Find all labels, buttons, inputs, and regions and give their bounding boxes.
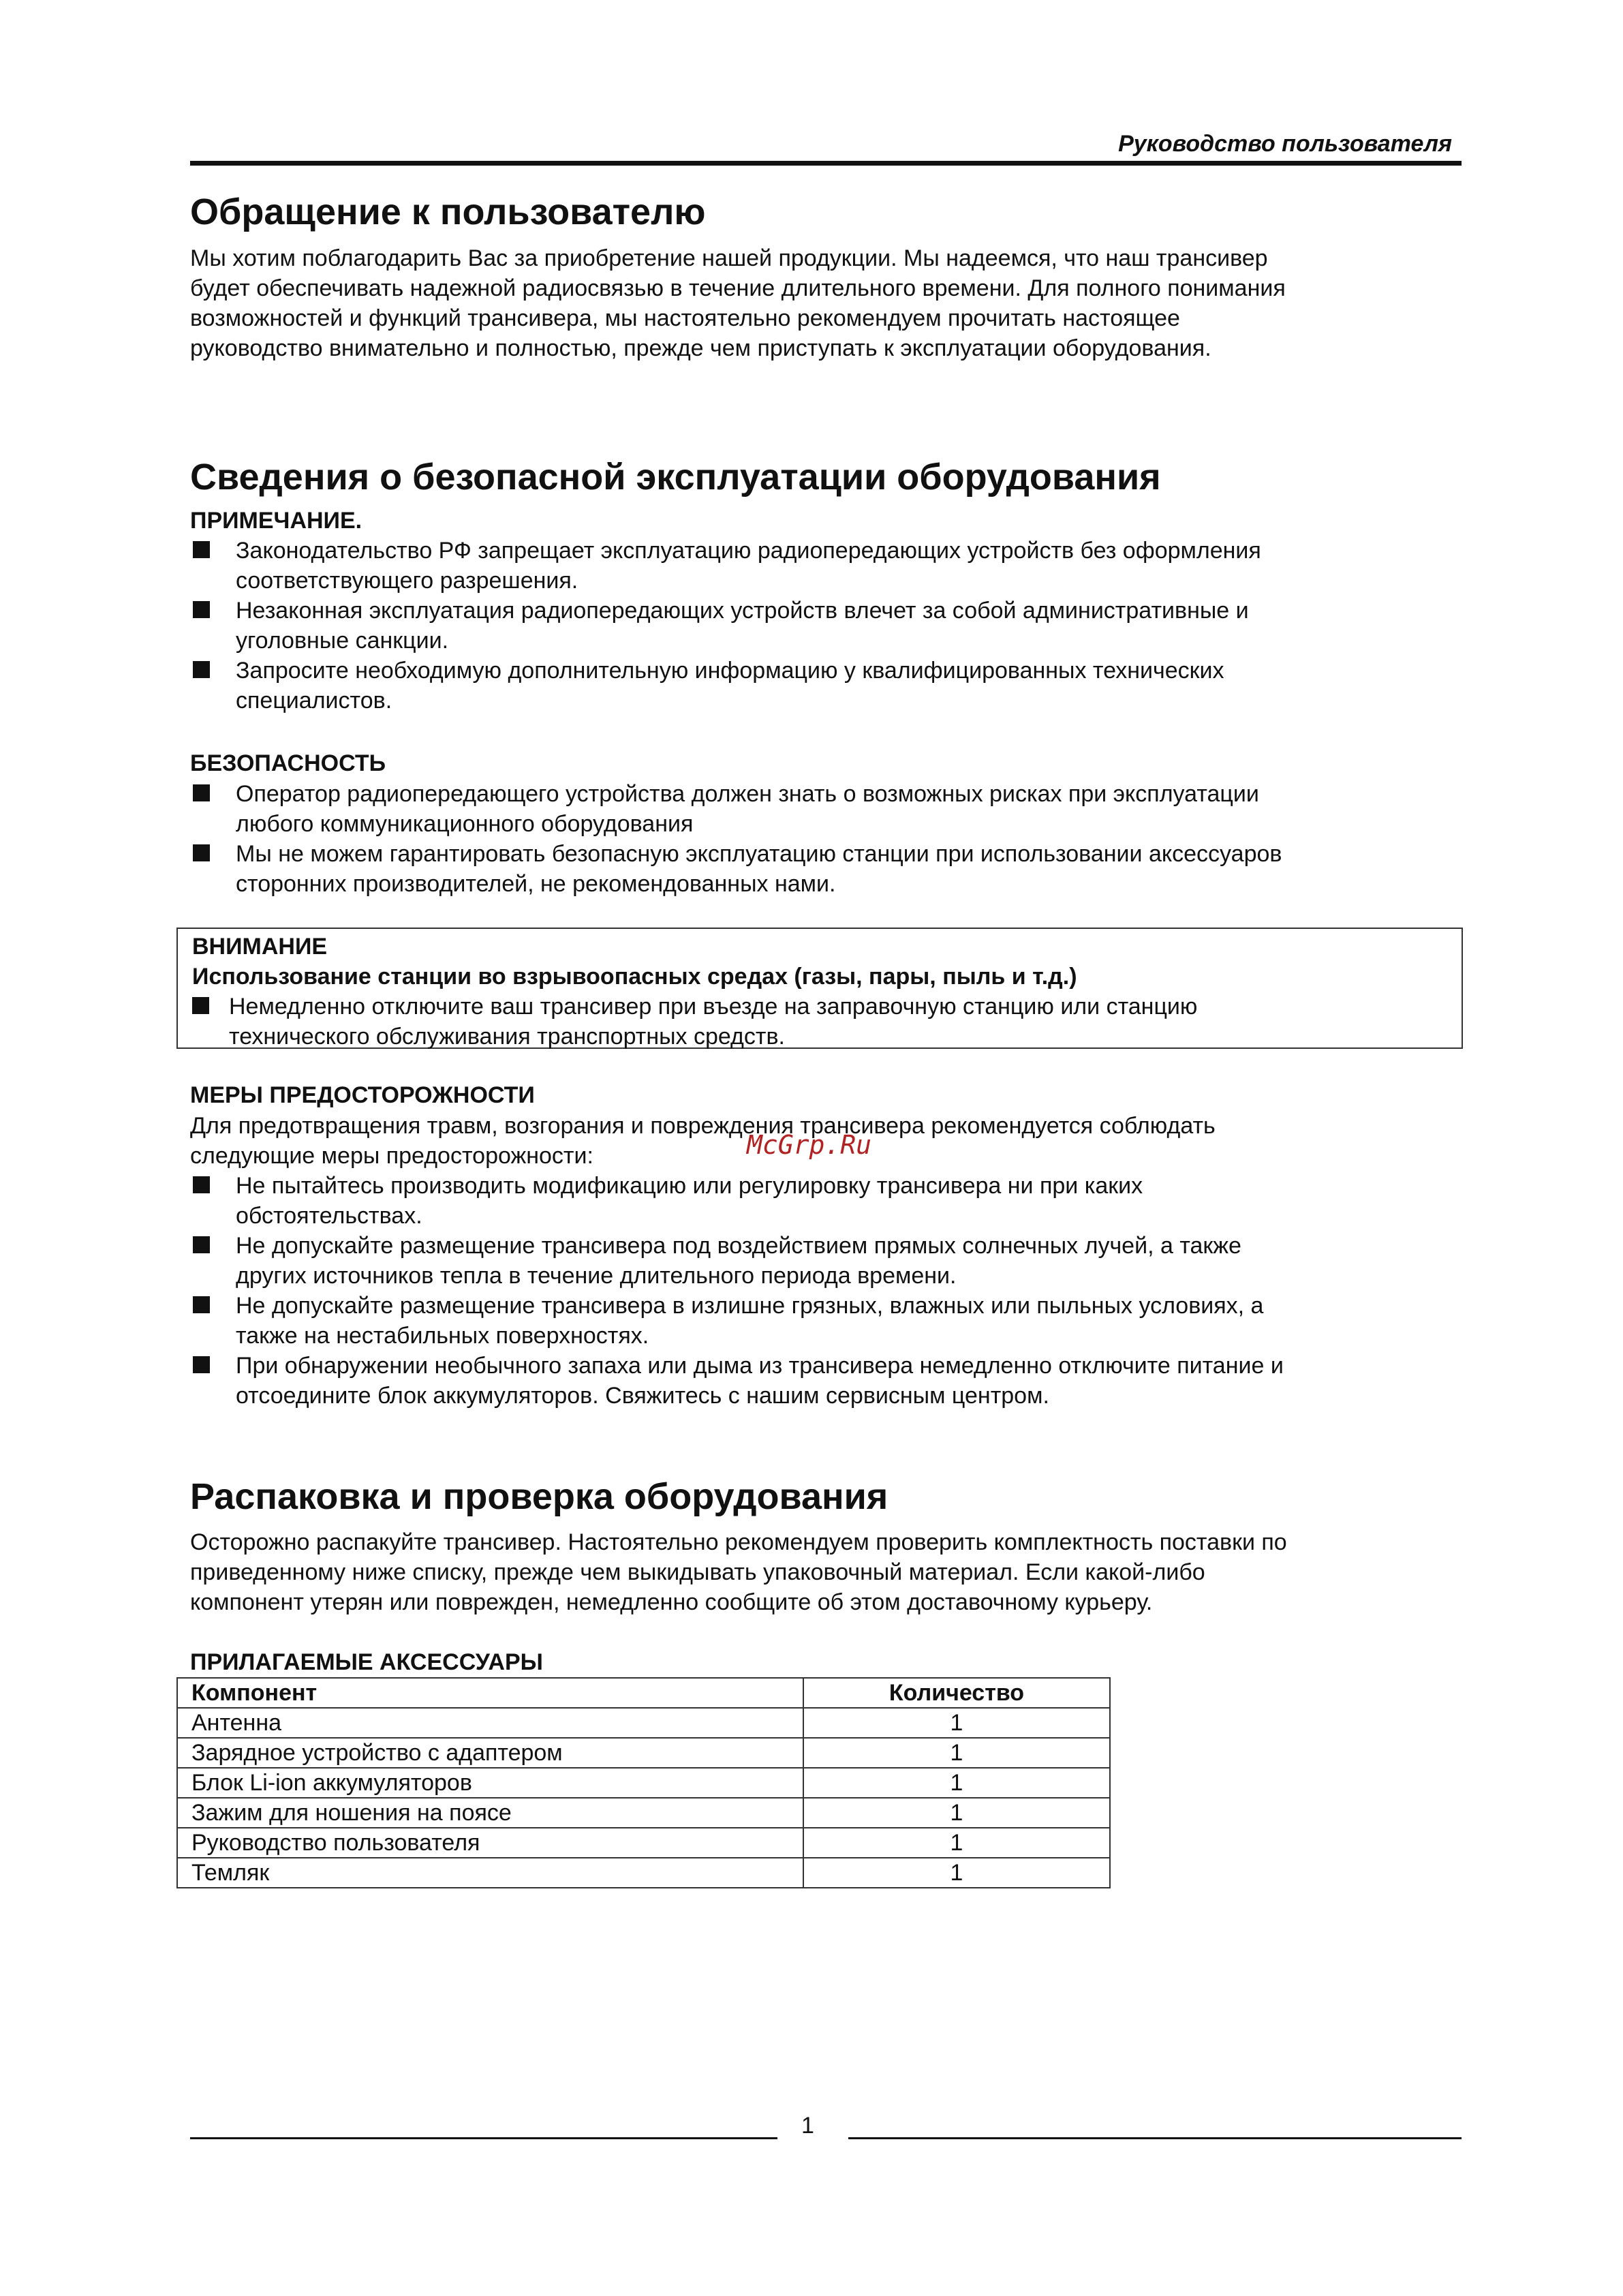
text-line: любого коммуникационного оборудования <box>236 811 694 837</box>
table-row <box>177 1828 1110 1858</box>
list-item <box>190 536 1457 596</box>
warning-box <box>176 928 1463 1049</box>
text-line: приведенному ниже списку, прежде чем выкидывать упаковочный материал. Если какой-либо <box>190 1559 1205 1585</box>
table-header-row <box>177 1678 1110 1708</box>
square-bullet-icon <box>193 601 210 618</box>
table-cell: Зарядное устройство с адаптером <box>177 1738 803 1768</box>
table-cell: 1 <box>803 1708 1110 1738</box>
header-title: Руководство пользователя <box>1118 131 1452 157</box>
text-line: Немедленно отключите ваш трансивер при въезде на заправочную станцию или станцию <box>229 994 1198 1020</box>
table-cell: Антенна <box>177 1708 803 1738</box>
text-line: Мы хотим поблагодарить Вас за приобретение нашей продукции. Мы надеемся, что наш трансивер <box>190 245 1268 271</box>
table-row <box>177 1858 1110 1888</box>
text-line: Для предотвращения травм, возгорания и повреждения трансивера рекомендуется соблюдать <box>190 1113 1216 1139</box>
text-line: Осторожно распакуйте трансивер. Настоятельно рекомендуем проверить комплектность поставки по <box>190 1529 1287 1555</box>
table-cell: Руководство пользователя <box>177 1828 803 1858</box>
warning-heading: ВНИМАНИЕ <box>192 934 328 960</box>
square-bullet-icon <box>193 844 210 861</box>
note-list <box>190 536 1457 716</box>
precautions-list <box>190 1171 1457 1411</box>
section-title-safety: Сведения о безопасной эксплуатации оборудования <box>190 457 1161 498</box>
list-item <box>190 596 1457 656</box>
page-header <box>190 131 1462 166</box>
accessories-table <box>176 1677 1111 1888</box>
watermark: McGrp.Ru <box>747 1130 872 1160</box>
text-line: Запросите необходимую дополнительную информацию у квалифицированных технических <box>236 658 1224 684</box>
section-title-user-address: Обращение к пользователю <box>190 192 706 232</box>
text-line: технического обслуживания транспортных средств. <box>229 1024 785 1050</box>
square-bullet-icon <box>193 1296 210 1313</box>
list-item <box>190 1351 1457 1411</box>
table-cell: 1 <box>803 1858 1110 1888</box>
square-bullet-icon <box>193 1236 210 1253</box>
text-line: Не допускайте размещение трансивера под воздействием прямых солнечных лучей, а также <box>236 1233 1241 1259</box>
text-line: Не допускайте размещение трансивера в излишне грязных, влажных или пыльных условиях, а <box>236 1293 1264 1319</box>
text-line: Мы не можем гарантировать безопасную эксплуатацию станции при использовании аксессуаров <box>236 841 1282 867</box>
square-bullet-icon <box>193 784 210 801</box>
text-line: При обнаружении необычного запаха или дыма из трансивера немедленно отключите питание и <box>236 1353 1284 1379</box>
square-bullet-icon <box>193 541 210 558</box>
table-row <box>177 1738 1110 1768</box>
safety-list <box>190 779 1457 899</box>
table-cell: Зажим для ношения на поясе <box>177 1798 803 1828</box>
square-bullet-icon <box>193 1356 210 1373</box>
section-intro-paragraph <box>190 243 1457 363</box>
column-header: Компонент <box>177 1678 803 1708</box>
column-header: Количество <box>803 1678 1110 1708</box>
page-number: 1 <box>801 2113 814 2139</box>
square-bullet-icon <box>193 661 210 678</box>
table-row <box>177 1798 1110 1828</box>
list-item <box>190 1171 1457 1231</box>
table-cell: 1 <box>803 1828 1110 1858</box>
warning-subtitle: Использование станции во взрывоопасных средах (газы, пары, пыль и т.д.) <box>192 964 1077 990</box>
text-line: также на нестабильных поверхностях. <box>236 1323 649 1349</box>
text-line: Незаконная эксплуатация радиопередающих устройств влечет за собой административные и <box>236 598 1249 624</box>
footer-rule-left <box>190 2137 777 2139</box>
table-cell: 1 <box>803 1798 1110 1828</box>
text-line: специалистов. <box>236 688 392 714</box>
text-line: компонент утерян или поврежден, немедленно сообщите об этом доставочному курьеру. <box>190 1589 1153 1615</box>
text-line: соответствующего разрешения. <box>236 568 578 594</box>
precautions-heading: МЕРЫ ПРЕДОСТОРОЖНОСТИ <box>190 1082 535 1108</box>
list-item <box>192 992 1446 1052</box>
text-line: следующие меры предосторожности: <box>190 1143 593 1169</box>
square-bullet-icon <box>192 997 209 1014</box>
note-heading: ПРИМЕЧАНИЕ. <box>190 508 362 534</box>
text-line: Оператор радиопередающего устройства должен знать о возможных рисках при эксплуатации <box>236 781 1259 807</box>
table-cell: Темляк <box>177 1858 803 1888</box>
list-item <box>190 1231 1457 1291</box>
section-title-unpacking: Распаковка и проверка оборудования <box>190 1476 888 1517</box>
table-row <box>177 1768 1110 1798</box>
table-cell: Блок Li-ion аккумуляторов <box>177 1768 803 1798</box>
text-line: других источников тепла в течение длительного периода времени. <box>236 1263 957 1289</box>
unpacking-paragraph <box>190 1527 1457 1617</box>
text-line: обстоятельствах. <box>236 1203 422 1229</box>
square-bullet-icon <box>193 1176 210 1193</box>
text-line: руководство внимательно и полностью, прежде чем приступать к эксплуатации оборудования. <box>190 335 1211 361</box>
warning-list <box>192 992 1446 1052</box>
table-cell: 1 <box>803 1738 1110 1768</box>
footer-rule-right <box>848 2137 1462 2139</box>
text-line: будет обеспечивать надежной радиосвязью в течение длительного времени. Для полного понимания <box>190 275 1286 301</box>
table-cell: 1 <box>803 1768 1110 1798</box>
text-line: Законодательство РФ запрещает эксплуатацию радиопередающих устройств без оформления <box>236 538 1261 564</box>
list-item <box>190 656 1457 716</box>
text-line: сторонних производителей, не рекомендованных нами. <box>236 871 836 897</box>
text-line: Не пытайтесь производить модификацию или регулировку трансивера ни при каких <box>236 1173 1143 1199</box>
table-row <box>177 1708 1110 1738</box>
list-item <box>190 779 1457 839</box>
list-item <box>190 839 1457 899</box>
safety-heading: БЕЗОПАСНОСТЬ <box>190 750 386 776</box>
text-line: отсоедините блок аккумуляторов. Свяжитесь с нашим сервисным центром. <box>236 1383 1049 1409</box>
text-line: уголовные санкции. <box>236 628 449 654</box>
accessories-heading: ПРИЛАГАЕМЫЕ АКСЕССУАРЫ <box>190 1649 543 1675</box>
text-line: возможностей и функций трансивера, мы настоятельно рекомендуем прочитать настоящее <box>190 305 1180 331</box>
list-item <box>190 1291 1457 1351</box>
